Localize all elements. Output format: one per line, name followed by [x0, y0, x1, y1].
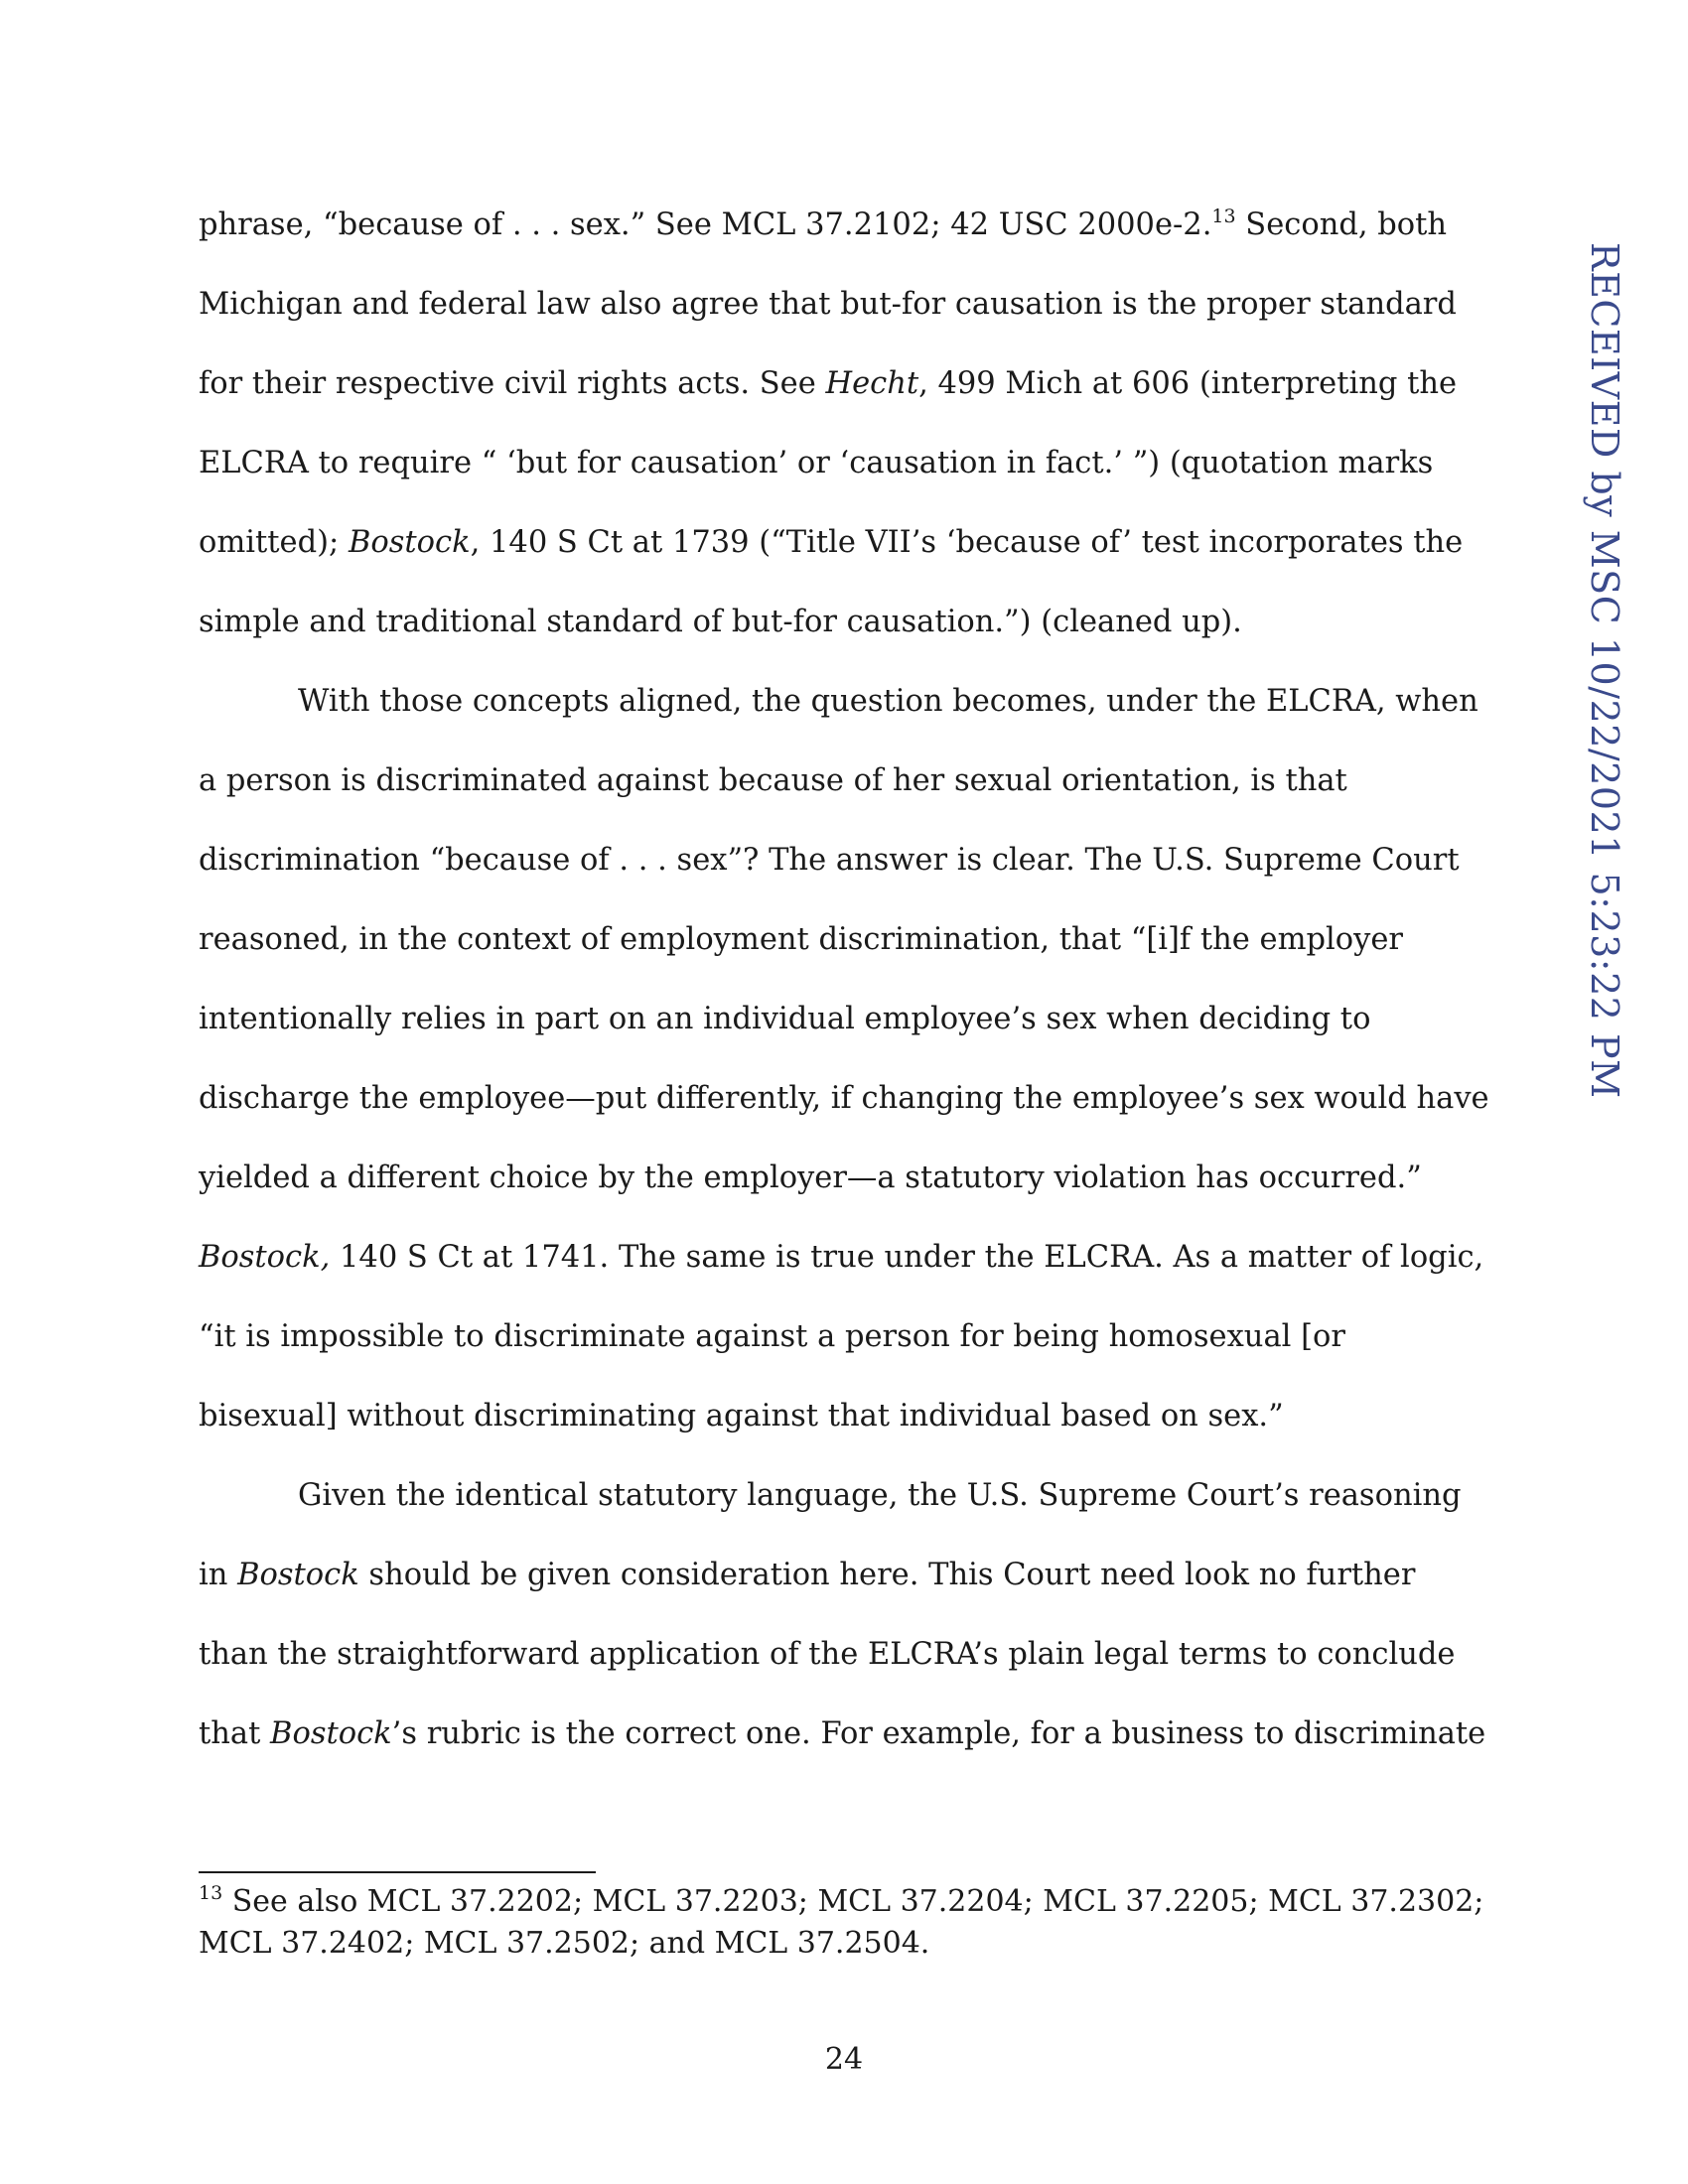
paragraph-text: , 499 Mich at 606 (interpreting the ELCRA to require “ ‘but for causation’ or ‘causation in fact.’ ”) (quotation marks omitted); [199, 366, 1458, 560]
case-name: Hecht [825, 366, 919, 401]
footnote-number: 13 [199, 1882, 223, 1904]
footnote-text: See also MCL 37.2202; MCL 37.2203; MCL 37.2204; MCL 37.2205; MCL 37.2302; MCL 37.2402; MCL 37.2502; and MCL 37.2504. [199, 1884, 1484, 1961]
footnote-divider [199, 1871, 596, 1873]
case-name: Bostock [270, 1716, 392, 1751]
paragraph-text: ’s rubric is the correct one. For example, for a business to discriminate [391, 1716, 1486, 1751]
paragraph-text: , 140 S Ct at 1739 (“Title VII’s ‘because of’ test incorporates the simple and traditional standard of but-for causation.”) (cleaned up). [199, 525, 1464, 639]
paragraph-text: 140 S Ct at 1741. The same is true under the ELCRA. As a matter of logic, “it is impossible to discriminate against a person for being homosexual [or bisexual] without discriminating against that individual based on sex.” [199, 1240, 1484, 1433]
paragraph-2 [199, 662, 1489, 1456]
paragraph-text: phrase, “because of . . . sex.” See MCL 37.2102; 42 USC 2000e-2. [199, 207, 1212, 242]
paragraph-3 [199, 1456, 1489, 1774]
paragraph-text: With those concepts aligned, the question becomes, under the ELCRA, when a person is discriminated against because of her sexual orientation, is that discrimination “because of . . . sex”? The answer is clear. The U.S. Supreme Court reasoned, in the context of employment discrimination, that “[i]f the employer intentionally relies in part on an individual employee’s sex when deciding to discharge the employee—put differently, if changing the employee’s sex would have yielded a different choice by the employer—a statutory violation has occurred.” [199, 684, 1489, 1195]
paragraph-text: should be given consideration here. This Court need look no further than the straightforward application of the ELCRA’s plain legal terms to conclude that [199, 1558, 1456, 1751]
case-name: Bostock, [199, 1240, 331, 1275]
footnote-13 [199, 1881, 1489, 1965]
paragraph-1 [199, 186, 1489, 662]
page-number: 24 [824, 2042, 864, 2077]
body-text [199, 186, 1489, 1774]
case-name: Bostock [237, 1558, 359, 1592]
case-name: Bostock [349, 525, 471, 560]
paragraph-text: Given the identical statutory language, the U.S. Supreme Court’s reasoning in [199, 1478, 1462, 1592]
received-stamp: RECEIVED by MSC 10/22/2021 5:23:22 PM [1583, 242, 1626, 1099]
footnote-reference[interactable]: 13 [1211, 205, 1236, 227]
paragraph-text: Second, both Michigan and federal law also agree that but-for causation is the proper standard for their respective civil rights acts. See [199, 207, 1457, 401]
